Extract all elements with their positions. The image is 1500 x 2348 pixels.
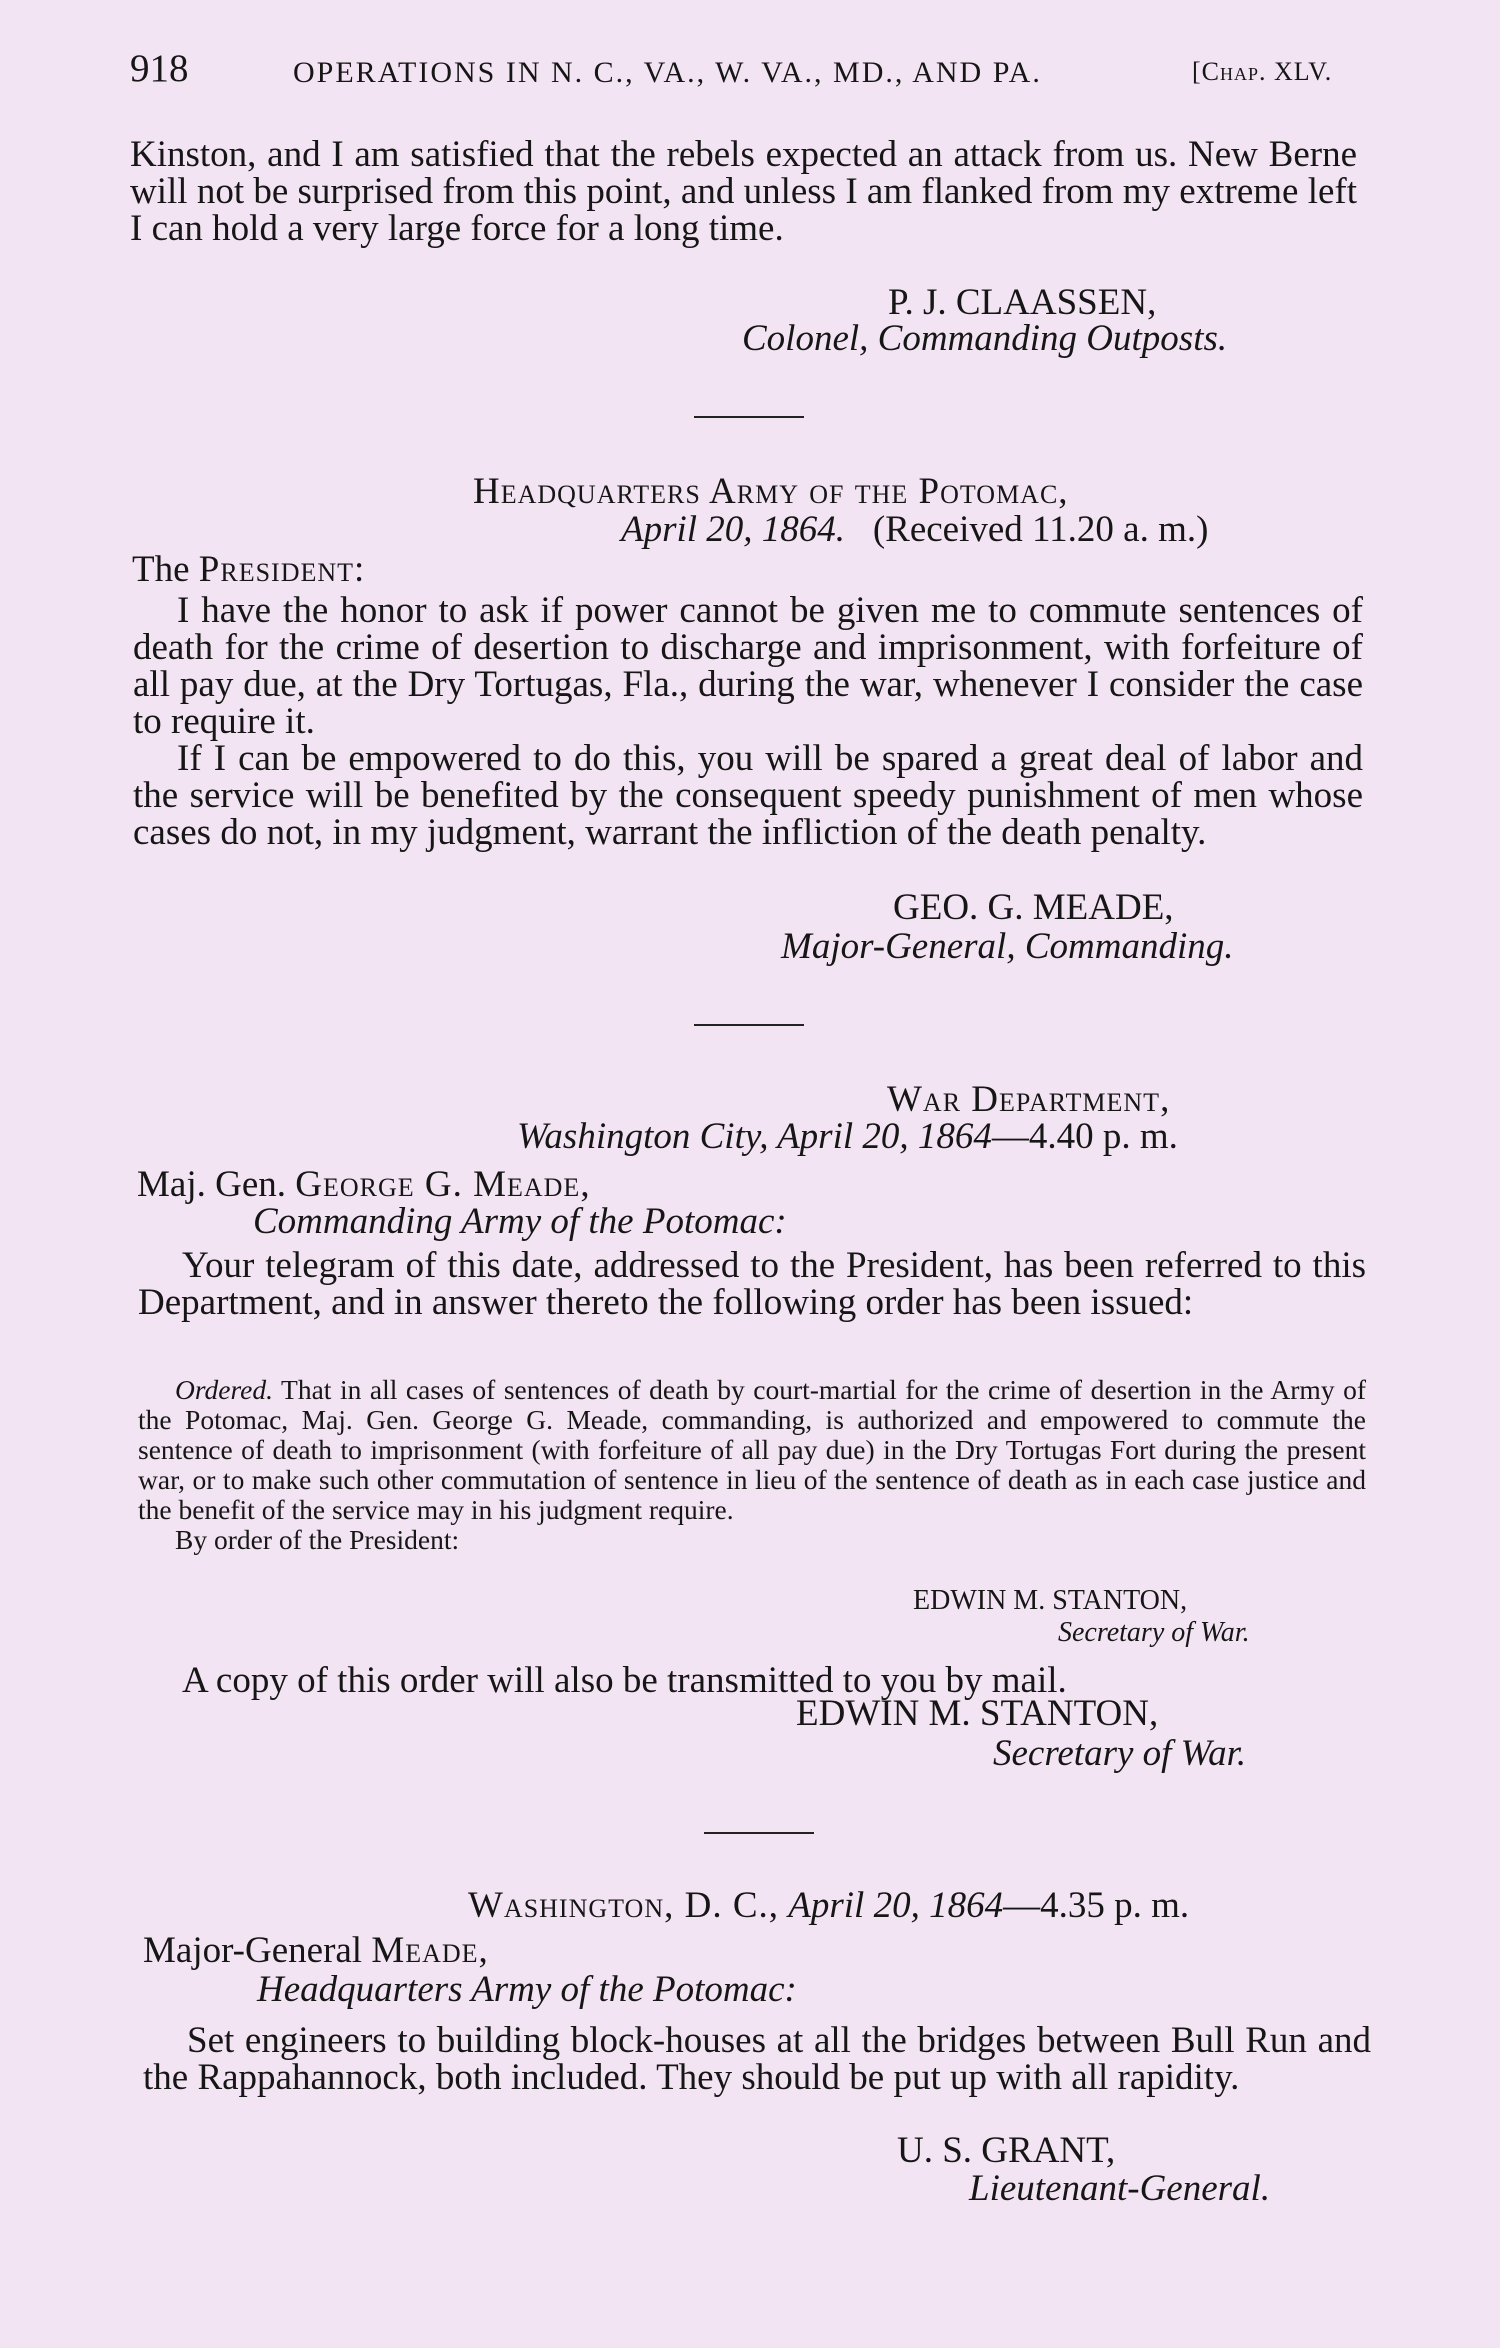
- running-title: OPERATIONS IN N. C., VA., W. VA., MD., AND PA.: [293, 56, 1042, 89]
- stanton-body: [138, 1247, 1366, 1321]
- chapter-label: [Chap. XLV.: [1192, 57, 1333, 86]
- stanton-heading: War Department,: [887, 1079, 1171, 1120]
- order-text: That in all cases of sentences of death by court-martial for the crime of desertion in the Army of the Potomac, Maj. Gen. George G. Meade, commanding, is authorized and empowered to commute the sentence of death to imprisonment (with forfeiture of all pay due) in the Dry Tortugas Fort during the present war, or to make such other commutation of sentence in lieu of the sentence of death as in each case justice and the benefit of the service may in his judgment require.: [138, 1374, 1366, 1525]
- stanton-addressee-title: Commanding Army of the Potomac:: [253, 1201, 787, 1242]
- meade-body: [133, 592, 1363, 851]
- meade-paragraph-2: If I can be empowered to do this, you will be spared a great deal of labor and the service will be benefited by the consequent speedy punishment of men whose cases do not, in my judgment, warrant the infliction of the death penalty.: [133, 738, 1363, 853]
- claassen-signature-name: P. J. CLAASSEN,: [888, 282, 1157, 323]
- grant-heading-time: —4.35 p. m.: [1003, 1885, 1190, 1926]
- claassen-signature-title: Colonel, Commanding Outposts.: [742, 318, 1228, 359]
- order-signature-title: Secretary of War.: [1058, 1617, 1250, 1648]
- grant-signature-title: Lieutenant-General.: [969, 2168, 1271, 2209]
- salutation-suffix: :: [354, 549, 365, 590]
- grant-body: [143, 2022, 1371, 2096]
- section-divider: [704, 1832, 814, 1834]
- grant-heading-date: April 20, 1864: [788, 1885, 1004, 1926]
- running-header: [130, 46, 1365, 96]
- addressee-name: Meade,: [371, 1930, 489, 1971]
- stanton-body-2: [138, 1662, 1366, 1699]
- salutation-prefix: The: [132, 549, 190, 590]
- grant-heading: [468, 1884, 1189, 1927]
- order-paragraph: [138, 1375, 1366, 1525]
- stanton-dateline: [517, 1115, 1178, 1158]
- claassen-paragraph: Kinston, and I am satisfied that the rebels expected an attack from us. New Berne will not be surprised from this point, and unless I am flanked from my extreme left I can hold a very large force for a long time.: [130, 134, 1357, 249]
- meade-dateline: [621, 508, 1208, 551]
- meade-salutation: [132, 548, 364, 591]
- order-block: [138, 1375, 1366, 1555]
- meade-date: April 20, 1864.: [621, 509, 846, 550]
- meade-paragraph-1: I have the honor to ask if power cannot be given me to commute sentences of death for the crime of desertion to discharge and imprisonment, with forfeiture of all pay due, at the Dry Tortugas, Fla., during the war, whenever I consider the case to require it.: [133, 590, 1363, 742]
- order-label: Ordered.: [175, 1374, 274, 1405]
- stanton-paragraph-2: A copy of this order will also be transmitted to you by mail.: [182, 1660, 1067, 1701]
- stanton-date: Washington City, April 20, 1864: [517, 1116, 992, 1157]
- order-signature-name: EDWIN M. STANTON,: [913, 1585, 1188, 1616]
- meade-signature-name: GEO. G. MEADE,: [893, 887, 1174, 928]
- page-number: 918: [130, 47, 189, 90]
- salutation-name: President: [198, 549, 355, 590]
- meade-received: (Received 11.20 a. m.): [872, 509, 1209, 550]
- grant-paragraph-1: Set engineers to building block-houses at all the bridges between Bull Run and the Rappahannock, both included. They should be put up with all rapidity.: [143, 2020, 1371, 2098]
- section-divider: [694, 416, 804, 418]
- grant-signature-name: U. S. GRANT,: [897, 2130, 1116, 2171]
- grant-addressee-title: Headquarters Army of the Potomac:: [257, 1969, 797, 2010]
- addressee-prefix: Maj. Gen.: [137, 1164, 286, 1205]
- stanton-paragraph-1: Your telegram of this date, addressed to the President, has been referred to this Department, and in answer thereto the following order has been issued:: [138, 1245, 1366, 1323]
- meade-heading: Headquarters Army of the Potomac,: [473, 471, 1069, 512]
- stanton-signature-title: Secretary of War.: [993, 1733, 1247, 1774]
- addressee-name: George G. Meade,: [295, 1164, 591, 1205]
- claassen-body: [130, 136, 1357, 247]
- addressee-prefix: Major-General: [143, 1930, 363, 1971]
- grant-heading-place: Washington, D. C.,: [468, 1885, 780, 1926]
- order-by: By order of the President:: [175, 1524, 460, 1555]
- stanton-time: —4.40 p. m.: [991, 1116, 1178, 1157]
- grant-addressee: [143, 1929, 489, 1972]
- meade-signature-title: Major-General, Commanding.: [781, 926, 1234, 967]
- section-divider: [694, 1024, 804, 1026]
- stanton-signature-name: EDWIN M. STANTON,: [796, 1693, 1159, 1734]
